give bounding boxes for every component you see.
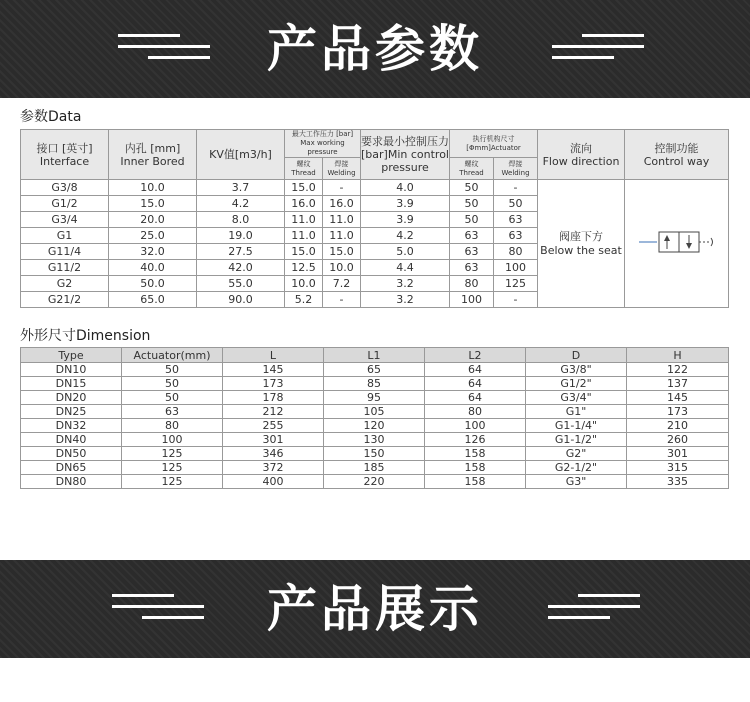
table-cell: 3.9 — [361, 212, 450, 228]
table-cell: 12.5 — [285, 260, 323, 276]
flow-cn: 阀座下方 — [559, 229, 604, 243]
column-header: L — [223, 348, 324, 363]
column-header: L2 — [425, 348, 526, 363]
table-cell: 100 — [122, 433, 223, 447]
table-cell: 212 — [223, 405, 324, 419]
params-table — [20, 129, 729, 308]
right-decoration-lines — [548, 594, 640, 620]
table-row — [21, 461, 729, 475]
table-cell: DN15 — [21, 377, 122, 391]
table-cell: 255 — [223, 419, 324, 433]
right-decoration-lines — [552, 34, 644, 60]
table-cell: 50 — [122, 363, 223, 377]
table-cell: 15.0 — [323, 244, 361, 260]
table-cell: G2-1/2" — [526, 461, 627, 475]
bore-header: 内孔 [mm] Inner Bored — [109, 130, 197, 180]
table-cell: G1 — [21, 228, 109, 244]
table-cell: 10.0 — [285, 276, 323, 292]
table-cell: 11.0 — [323, 228, 361, 244]
table-cell: DN80 — [21, 475, 122, 489]
table-cell: 158 — [425, 461, 526, 475]
table-cell: 63 — [494, 212, 538, 228]
table-cell: 50 — [450, 212, 494, 228]
table-cell: 19.0 — [197, 228, 285, 244]
actuator-thread-header: 螺纹 Thread — [450, 158, 494, 180]
table-cell: G1/2 — [21, 196, 109, 212]
table-cell: 210 — [627, 419, 729, 433]
table-cell: 3.9 — [361, 196, 450, 212]
table-cell: 105 — [324, 405, 425, 419]
table-cell: G3/4" — [526, 391, 627, 405]
table-cell: 120 — [324, 419, 425, 433]
table-cell: 10.0 — [109, 180, 197, 196]
table-cell: 125 — [122, 475, 223, 489]
table-cell: DN10 — [21, 363, 122, 377]
table-cell: 20.0 — [109, 212, 197, 228]
bottom-banner — [0, 560, 750, 658]
table-cell: 4.4 — [361, 260, 450, 276]
thread-header: 螺纹 Thread — [285, 158, 323, 180]
table-row — [21, 447, 729, 461]
table-cell: 50 — [450, 196, 494, 212]
table-cell: 100 — [425, 419, 526, 433]
kv-header: KV值[m3/h] — [197, 130, 285, 180]
column-header: H — [627, 348, 729, 363]
table-cell: G3/8 — [21, 180, 109, 196]
table-cell: 301 — [627, 447, 729, 461]
table-cell: DN20 — [21, 391, 122, 405]
table-cell: G3/4 — [21, 212, 109, 228]
table-cell: 220 — [324, 475, 425, 489]
table-cell: 64 — [425, 377, 526, 391]
table-cell: 27.5 — [197, 244, 285, 260]
flow-en: Below the seat — [540, 243, 622, 257]
table-cell: 32.0 — [109, 244, 197, 260]
table-cell: 11.0 — [285, 212, 323, 228]
table-cell: DN50 — [21, 447, 122, 461]
table-cell: 400 — [223, 475, 324, 489]
table-cell: 50 — [122, 391, 223, 405]
table-cell: 125 — [122, 461, 223, 475]
table-cell: G2" — [526, 447, 627, 461]
flow-header: 流向 Flow direction — [538, 130, 625, 180]
table-cell: 130 — [324, 433, 425, 447]
table-cell: 63 — [122, 405, 223, 419]
table-cell: 40.0 — [109, 260, 197, 276]
table-cell: 50 — [122, 377, 223, 391]
table-cell: 5.0 — [361, 244, 450, 260]
table-cell: 4.2 — [197, 196, 285, 212]
table-cell: G21/2 — [21, 292, 109, 308]
table-cell: 95 — [324, 391, 425, 405]
table-row — [21, 180, 729, 196]
table-cell: 158 — [425, 447, 526, 461]
table-cell: 126 — [425, 433, 526, 447]
table-cell: 42.0 — [197, 260, 285, 276]
table-cell: 4.0 — [361, 180, 450, 196]
table-cell: 11.0 — [323, 212, 361, 228]
valve-symbol-icon — [637, 227, 717, 257]
pressure-header: 最大工作压力 [bar] Max working pressure — [285, 130, 361, 158]
table-cell: G1" — [526, 405, 627, 419]
table-cell: 16.0 — [323, 196, 361, 212]
table-cell: 125 — [122, 447, 223, 461]
column-header: D — [526, 348, 627, 363]
table-cell: 55.0 — [197, 276, 285, 292]
table-cell: 65 — [324, 363, 425, 377]
table-cell: 50 — [450, 180, 494, 196]
table-cell: 315 — [627, 461, 729, 475]
table-cell: G11/2 — [21, 260, 109, 276]
column-header: L1 — [324, 348, 425, 363]
actuator-header: 执行机构尺寸 [Φmm]Actuator — [450, 130, 538, 158]
table-cell: 63 — [450, 260, 494, 276]
table-cell: 145 — [627, 391, 729, 405]
table-cell: 150 — [324, 447, 425, 461]
table-cell: 137 — [627, 377, 729, 391]
table-cell: 80 — [425, 405, 526, 419]
table-cell: DN65 — [21, 461, 122, 475]
table-cell: - — [494, 180, 538, 196]
table-cell: DN32 — [21, 419, 122, 433]
table-cell: G3/8" — [526, 363, 627, 377]
table-cell: 158 — [425, 475, 526, 489]
table-cell: 80 — [450, 276, 494, 292]
table-row — [21, 433, 729, 447]
table-cell: 80 — [494, 244, 538, 260]
table-cell: 125 — [494, 276, 538, 292]
table-cell: 10.0 — [323, 260, 361, 276]
top-banner — [0, 0, 750, 98]
table-cell: 100 — [494, 260, 538, 276]
table-cell: 145 — [223, 363, 324, 377]
params-section-title: 参数Data — [20, 109, 82, 125]
table-cell: 63 — [450, 244, 494, 260]
table-cell: 173 — [627, 405, 729, 419]
banner-title: 产品参数 — [267, 20, 483, 78]
table-cell: 65.0 — [109, 292, 197, 308]
interface-header: 接口 [英寸] Interface — [21, 130, 109, 180]
banner-title: 产品展示 — [267, 580, 483, 638]
table-cell: 4.2 — [361, 228, 450, 244]
table-row — [21, 405, 729, 419]
table-cell: 100 — [450, 292, 494, 308]
table-cell: 50.0 — [109, 276, 197, 292]
table-cell: G1-1/4" — [526, 419, 627, 433]
table-cell: 122 — [627, 363, 729, 377]
table-cell: 5.2 — [285, 292, 323, 308]
table-cell: - — [323, 180, 361, 196]
control-header: 控制功能 Control way — [625, 130, 729, 180]
table-cell: 346 — [223, 447, 324, 461]
table-cell: 3.2 — [361, 292, 450, 308]
table-row — [21, 363, 729, 377]
table-cell: G2 — [21, 276, 109, 292]
table-cell: G1-1/2" — [526, 433, 627, 447]
table-cell: 15.0 — [285, 180, 323, 196]
actuator-welding-header: 焊接 Welding — [494, 158, 538, 180]
table-row — [21, 391, 729, 405]
table-cell: 372 — [223, 461, 324, 475]
table-cell: 11.0 — [285, 228, 323, 244]
table-cell: 3.7 — [197, 180, 285, 196]
table-cell: G3" — [526, 475, 627, 489]
table-cell: 178 — [223, 391, 324, 405]
table-cell: 260 — [627, 433, 729, 447]
table-cell: - — [494, 292, 538, 308]
table-cell: 301 — [223, 433, 324, 447]
table-cell: G11/4 — [21, 244, 109, 260]
table-cell: 63 — [494, 228, 538, 244]
table-cell: 7.2 — [323, 276, 361, 292]
table-cell: DN25 — [21, 405, 122, 419]
table-cell: 80 — [122, 419, 223, 433]
table-cell: 64 — [425, 391, 526, 405]
table-cell: 25.0 — [109, 228, 197, 244]
table-cell: G1/2" — [526, 377, 627, 391]
welding-header: 焊接 Welding — [323, 158, 361, 180]
table-cell: 173 — [223, 377, 324, 391]
table-cell: 185 — [324, 461, 425, 475]
table-row — [21, 377, 729, 391]
flow-direction-cell — [538, 180, 625, 308]
table-cell: 50 — [494, 196, 538, 212]
table-row — [21, 419, 729, 433]
column-header: Actuator(mm) — [122, 348, 223, 363]
control-way-cell — [625, 180, 729, 308]
table-cell: 16.0 — [285, 196, 323, 212]
table-cell: 90.0 — [197, 292, 285, 308]
table-cell: - — [323, 292, 361, 308]
table-cell: 8.0 — [197, 212, 285, 228]
table-cell: 15.0 — [285, 244, 323, 260]
table-cell: 63 — [450, 228, 494, 244]
table-cell: 15.0 — [109, 196, 197, 212]
table-cell: 85 — [324, 377, 425, 391]
min-control-header: 要求最小控制压力 [bar]Min control pressure — [361, 130, 450, 180]
table-cell: 335 — [627, 475, 729, 489]
table-row — [21, 475, 729, 489]
dims-section-title: 外形尺寸Dimension — [20, 328, 151, 344]
table-cell: DN40 — [21, 433, 122, 447]
column-header: Type — [21, 348, 122, 363]
dimension-table — [20, 347, 729, 489]
table-cell: 64 — [425, 363, 526, 377]
table-cell: 3.2 — [361, 276, 450, 292]
